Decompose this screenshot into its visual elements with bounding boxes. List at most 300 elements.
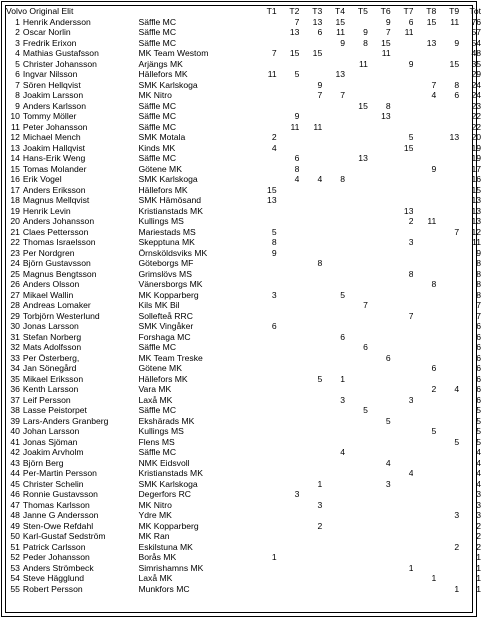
- total-points-cell: 6: [476, 394, 481, 405]
- round-4-points-cell: [322, 510, 345, 521]
- table-row: [6, 426, 481, 437]
- round-5-points-cell: [345, 573, 368, 584]
- round-9-points-cell: [436, 479, 459, 490]
- round-3-points-cell: [299, 363, 322, 374]
- round-4-points-cell: 3: [340, 394, 346, 405]
- table-row: [6, 269, 481, 280]
- round-3-points-cell: [299, 437, 322, 448]
- round-4-points-cell: [322, 521, 345, 532]
- round-6-points-cell: 15: [381, 37, 391, 48]
- round-8-points-cell: 1: [431, 573, 437, 583]
- rider-name-cell: Björn Gustavsson: [22, 258, 91, 268]
- round-4-points-cell: [322, 48, 345, 59]
- rider-name-cell: Claes Pettersson: [22, 226, 89, 237]
- round-7-points-cell: [391, 248, 414, 259]
- round-2-points-cell: 4: [294, 174, 300, 184]
- round-6-points-cell: [368, 80, 391, 91]
- round-7-points-cell: [391, 384, 414, 395]
- round-2-points-cell: [277, 216, 300, 227]
- table-row: [6, 363, 481, 374]
- round-1-points-cell: [254, 59, 277, 70]
- total-points-cell: 6: [476, 321, 481, 331]
- club-cell: Laxå MK: [138, 573, 173, 583]
- round-3-points-cell: [299, 185, 322, 196]
- round-9-points-cell: [436, 185, 459, 196]
- club-cell: SMK Karlskoga: [138, 79, 198, 90]
- round-4-points-cell: [322, 143, 345, 154]
- round-9-points-cell: [436, 48, 459, 59]
- rider-name-cell: Joakim Hallqvist: [22, 142, 86, 153]
- round-8-points-cell: 2: [431, 384, 437, 394]
- total-points-cell: 13: [471, 216, 481, 226]
- round-8-points-cell: [413, 531, 436, 542]
- round-5-points-cell: [345, 164, 368, 175]
- round-9-points-cell: [436, 216, 459, 227]
- round-6-points-cell: [368, 531, 391, 542]
- standings-body: [6, 17, 481, 595]
- round-9-points-cell: 6: [454, 90, 460, 100]
- round-7-points-cell: [391, 479, 414, 490]
- round-8-points-cell: [413, 269, 436, 280]
- round-3-points-cell: [299, 195, 322, 206]
- round-9-points-cell: [436, 174, 459, 185]
- round-7-points-cell: [391, 332, 414, 343]
- round-2-points-cell: [277, 38, 300, 49]
- club-cell: Kullings MS: [138, 426, 184, 436]
- round-3-points-cell: 11: [313, 121, 323, 132]
- round-9-points-cell: 15: [449, 58, 460, 69]
- standings-table: [6, 6, 481, 594]
- round-1-points-cell: [254, 174, 277, 185]
- round-8-points-cell: 9: [431, 163, 437, 174]
- round-4-points-cell: [322, 531, 345, 542]
- round-3-points-cell: [299, 300, 322, 311]
- round-3-points-cell: 3: [317, 499, 323, 510]
- round-3-points-cell: [299, 237, 322, 248]
- round-7-points-cell: [391, 80, 414, 91]
- round-7-points-cell: [391, 122, 414, 133]
- round-7-points-cell: [391, 90, 414, 101]
- total-points-cell: 8: [476, 289, 481, 300]
- round-5-points-cell: [345, 80, 368, 91]
- round-6-points-cell: [368, 395, 391, 406]
- round-7-points-cell: 13: [403, 205, 414, 216]
- rider-name-cell: Anders Strömbeck: [22, 562, 94, 573]
- club-cell: Kullings MS: [138, 216, 184, 226]
- round-3-points-cell: [299, 206, 322, 217]
- round-4-points-cell: [322, 195, 345, 206]
- round-5-points-cell: [345, 90, 368, 101]
- total-points-cell: 22: [471, 121, 481, 132]
- rider-name-cell: Christer Johansson: [22, 58, 97, 69]
- round-6-points-cell: [368, 384, 391, 395]
- rank-cell: 10: [10, 111, 20, 121]
- round-6-points-cell: 9: [385, 16, 391, 27]
- total-points-cell: 6: [476, 342, 481, 352]
- rider-name-cell: Steve Hägglund: [22, 573, 85, 583]
- round-9-points-cell: [436, 405, 459, 416]
- round-2-points-cell: [277, 573, 300, 584]
- round-1-points-cell: [254, 122, 277, 133]
- total-points-cell: 16: [471, 174, 481, 184]
- round-9-points-cell: [436, 363, 459, 374]
- rank-cell: 25: [10, 268, 20, 279]
- round-4-points-cell: [322, 468, 345, 479]
- round-3-points-cell: [299, 290, 322, 301]
- round-9-points-cell: [436, 531, 459, 542]
- round-5-points-cell: [345, 489, 368, 500]
- rider-name-cell: Jonas Sjöman: [22, 436, 78, 447]
- round-5-points-cell: [345, 458, 368, 469]
- round-2-points-cell: 7: [294, 16, 300, 27]
- rank-cell: 30: [10, 321, 20, 331]
- rider-name-cell: Sören Hellqvist: [22, 79, 81, 90]
- table-row: [6, 101, 481, 112]
- club-cell: Degerfors RC: [138, 489, 192, 499]
- round-4-points-cell: [322, 405, 345, 416]
- round-7-points-cell: [391, 101, 414, 112]
- round-6-points-cell: [368, 237, 391, 248]
- round-4-points-cell: [322, 573, 345, 584]
- round-3-points-cell: [299, 584, 322, 595]
- round-6-points-cell: [368, 542, 391, 553]
- table-row: [6, 17, 481, 28]
- round-3-points-cell: [299, 279, 322, 290]
- round-1-points-cell: [254, 342, 277, 353]
- total-points-cell: 3: [476, 510, 481, 520]
- round-9-points-cell: [436, 447, 459, 458]
- round-1-points-cell: 5: [271, 226, 277, 237]
- rank-cell: 1: [15, 16, 20, 27]
- round-6-points-cell: [368, 468, 391, 479]
- round-2-points-cell: [277, 269, 300, 280]
- club-cell: Säffle MC: [138, 111, 177, 121]
- total-points-cell: 6: [476, 373, 481, 384]
- round-4-points-cell: 6: [340, 331, 346, 342]
- round-6-points-cell: [368, 269, 391, 280]
- round-7-points-cell: [391, 48, 414, 59]
- club-cell: Ydre MK: [138, 510, 172, 520]
- round-7-points-cell: [391, 174, 414, 185]
- round-4-points-cell: [322, 552, 345, 563]
- round-4-points-cell: [322, 59, 345, 70]
- round-1-points-cell: [254, 111, 277, 122]
- total-points-cell: 1: [476, 583, 481, 594]
- rider-name-cell: Peder Johansson: [22, 552, 90, 562]
- round-4-points-cell: [322, 185, 345, 196]
- round-9-points-cell: [436, 374, 459, 385]
- rider-name-cell: Mathias Gustafsson: [22, 48, 99, 58]
- total-points-cell: 6: [476, 331, 481, 342]
- round-2-points-cell: [277, 90, 300, 101]
- round-8-points-cell: 8: [431, 279, 437, 289]
- round-6-points-cell: [368, 59, 391, 70]
- round-9-points-cell: [436, 552, 459, 563]
- rider-name-cell: Ronnie Gustavsson: [22, 489, 98, 499]
- round-9-points-cell: [436, 489, 459, 500]
- round-4-points-cell: [322, 216, 345, 227]
- round-1-points-cell: [254, 479, 277, 490]
- total-points-cell: 4: [476, 478, 481, 489]
- round-1-points-cell: 13: [267, 195, 277, 205]
- rank-cell: 11: [11, 121, 20, 132]
- round-6-points-cell: [368, 405, 391, 416]
- round-8-points-cell: [413, 248, 436, 259]
- round-9-points-cell: [436, 101, 459, 112]
- table-row: [6, 447, 481, 458]
- round-5-points-cell: 7: [363, 300, 368, 310]
- rider-name-cell: Stefan Norberg: [22, 331, 82, 342]
- club-cell: Örnsköldsviks MK: [138, 247, 208, 258]
- round-7-points-cell: [391, 227, 414, 238]
- table-row: [6, 479, 481, 490]
- round-4-points-cell: [322, 384, 345, 395]
- table-row: [6, 206, 481, 217]
- round-9-points-cell: [436, 342, 459, 353]
- round-6-points-cell: [368, 206, 391, 217]
- table-row: [6, 521, 481, 532]
- round-3-points-cell: [299, 227, 322, 238]
- rider-name-cell: Jan Sönegård: [22, 363, 77, 373]
- round-5-points-cell: 11: [358, 58, 368, 69]
- round-4-points-cell: [322, 300, 345, 311]
- club-cell: Säffle MC: [138, 16, 177, 27]
- round-6-points-cell: [368, 227, 391, 238]
- table-row: [6, 164, 481, 175]
- round-3-points-cell: [299, 447, 322, 458]
- round-5-points-cell: [345, 216, 368, 227]
- round-1-points-cell: [254, 17, 277, 28]
- club-cell: MK Nitro: [138, 499, 172, 510]
- round-8-points-cell: 7: [431, 79, 437, 90]
- round-6-points-cell: [368, 300, 391, 311]
- round-5-points-cell: [345, 584, 368, 595]
- round-2-points-cell: [277, 237, 300, 248]
- round-7-points-cell: [391, 258, 414, 269]
- round-6-points-cell: [368, 500, 391, 511]
- round-5-points-cell: [345, 332, 368, 343]
- round-2-points-cell: 5: [294, 69, 300, 79]
- round-7-points-cell: [391, 416, 414, 427]
- round-7-points-cell: [391, 321, 414, 332]
- rider-name-cell: Anders Eriksson: [22, 184, 86, 195]
- total-points-cell: 5: [476, 405, 481, 415]
- total-points-cell: 6: [476, 352, 481, 363]
- rider-name-cell: Anders Karlsson: [22, 100, 86, 111]
- round-7-points-cell: [391, 342, 414, 353]
- club-cell: Säffle MC: [138, 447, 177, 457]
- round-1-points-cell: [254, 521, 277, 532]
- round-4-points-cell: [322, 153, 345, 164]
- round-9-points-cell: [436, 563, 459, 574]
- total-points-cell: 12: [471, 226, 481, 237]
- round-1-points-cell: [254, 27, 277, 38]
- round-5-points-cell: [345, 122, 368, 133]
- round-6-points-cell: [368, 321, 391, 332]
- round-6-points-cell: [368, 90, 391, 101]
- round-1-points-cell: [254, 531, 277, 542]
- round-1-points-cell: [254, 542, 277, 553]
- rank-cell: 39: [10, 415, 20, 426]
- total-points-cell: 19: [471, 142, 481, 153]
- round-4-points-cell: 8: [340, 174, 346, 184]
- round-5-points-cell: [345, 132, 368, 143]
- rank-cell: 45: [10, 478, 20, 489]
- round-6-points-cell: 8: [385, 100, 391, 111]
- round-7-points-cell: [391, 500, 414, 511]
- rank-cell: 54: [10, 573, 20, 583]
- club-cell: Kinds MK: [138, 142, 176, 153]
- round-1-points-cell: [254, 458, 277, 469]
- total-points-cell: 1: [476, 552, 481, 562]
- round-4-points-cell: [322, 363, 345, 374]
- rank-cell: 41: [10, 436, 20, 447]
- round-4-points-cell: [322, 479, 345, 490]
- round-3-points-cell: [299, 69, 322, 80]
- round-6-points-cell: [368, 185, 391, 196]
- round-8-points-cell: [413, 500, 436, 511]
- round-8-points-cell: [413, 521, 436, 532]
- table-row: [6, 69, 481, 80]
- rider-name-cell: Erik Vogel: [22, 174, 62, 184]
- total-points-cell: 4: [476, 468, 481, 478]
- round-6-points-cell: [368, 437, 391, 448]
- total-points-cell: 57: [471, 27, 481, 37]
- round-8-points-cell: [413, 132, 436, 143]
- total-points-cell: 5: [476, 436, 481, 447]
- round-7-points-cell: [391, 458, 414, 469]
- round-9-points-cell: [436, 153, 459, 164]
- round-7-points-cell: 1: [408, 562, 414, 573]
- round-8-points-cell: [413, 237, 436, 248]
- rank-cell: 5: [15, 58, 20, 69]
- round-3-points-cell: 5: [317, 373, 323, 384]
- rank-cell: 38: [10, 405, 20, 415]
- round-1-points-cell: [254, 90, 277, 101]
- total-points-cell: 13: [471, 205, 481, 216]
- round-9-points-cell: [436, 164, 459, 175]
- table-row: [6, 405, 481, 416]
- round-6-points-cell: [368, 363, 391, 374]
- club-cell: MK Kopparberg: [138, 520, 199, 531]
- round-5-points-cell: [345, 206, 368, 217]
- round-5-points-cell: [345, 510, 368, 521]
- round-8-points-cell: [413, 48, 436, 59]
- round-6-points-cell: [368, 258, 391, 269]
- round-9-points-cell: 4: [454, 384, 460, 394]
- round-1-points-cell: [254, 206, 277, 217]
- round-8-points-cell: [413, 405, 436, 416]
- club-cell: MK Team Treske: [138, 352, 203, 363]
- club-cell: Hällefors MK: [138, 373, 188, 384]
- round-4-points-cell: [322, 206, 345, 217]
- rider-name-cell: Lars-Anders Granberg: [22, 415, 109, 426]
- round-8-points-cell: [413, 468, 436, 479]
- header-row: [6, 6, 481, 17]
- round-6-points-cell: 4: [385, 457, 391, 468]
- rank-cell: 8: [15, 90, 20, 100]
- total-points-cell: 8: [476, 279, 481, 289]
- round-5-points-cell: [345, 531, 368, 542]
- round-3-points-cell: [299, 426, 322, 437]
- club-cell: Säffle MC: [138, 27, 177, 37]
- round-5-points-cell: [345, 185, 368, 196]
- round-5-points-cell: [345, 69, 368, 80]
- round-4-points-cell: [322, 342, 345, 353]
- round-2-points-cell: [277, 405, 300, 416]
- rider-name-cell: Robert Persson: [22, 583, 83, 594]
- table-row: [6, 321, 481, 332]
- round-9-points-cell: 5: [454, 436, 460, 447]
- total-points-cell: 2: [476, 520, 481, 531]
- rider-name-cell: Torbjörn Westerlund: [22, 310, 100, 321]
- round-8-points-cell: [413, 300, 436, 311]
- club-cell: Munkfors MC: [138, 583, 190, 594]
- round-3-points-cell: [299, 216, 322, 227]
- club-cell: Götene MK: [138, 163, 182, 174]
- rider-name-cell: Hans-Erik Weng: [22, 153, 86, 163]
- round-9-points-cell: [436, 500, 459, 511]
- round-3-points-cell: [299, 332, 322, 343]
- round-2-points-cell: [277, 395, 300, 406]
- table-row: [6, 153, 481, 164]
- round-9-points-cell: [436, 458, 459, 469]
- total-points-cell: 22: [471, 111, 481, 121]
- round-4-points-cell: [322, 237, 345, 248]
- table-row: [6, 132, 481, 143]
- round-3-points-cell: [299, 552, 322, 563]
- round-4-points-cell: 7: [340, 90, 346, 100]
- club-cell: Säffle MC: [138, 153, 177, 163]
- round-1-points-cell: [254, 353, 277, 364]
- round-2-points-cell: [277, 143, 300, 154]
- round-9-points-cell: [436, 300, 459, 311]
- round-4-points-cell: [322, 458, 345, 469]
- round-8-points-cell: [413, 437, 436, 448]
- round-1-points-cell: 1: [271, 552, 277, 562]
- round-1-points-cell: 15: [267, 184, 277, 195]
- table-row: [6, 48, 481, 59]
- round-8-points-cell: [413, 153, 436, 164]
- round-2-points-cell: [277, 80, 300, 91]
- round-2-points-cell: 15: [289, 48, 300, 58]
- round-3-points-cell: [299, 269, 322, 280]
- round-2-points-cell: [277, 227, 300, 238]
- round-7-points-cell: [391, 426, 414, 437]
- round-3-points-cell: [299, 353, 322, 364]
- round-6-points-cell: [368, 374, 391, 385]
- round-1-points-cell: [254, 395, 277, 406]
- round-3-points-cell: [299, 458, 322, 469]
- table-row: [6, 416, 481, 427]
- round-7-points-cell: [391, 153, 414, 164]
- round-4-points-cell: 4: [340, 447, 346, 457]
- round-8-points-cell: [413, 395, 436, 406]
- round-7-points-cell: [391, 164, 414, 175]
- round-3-points-cell: [299, 405, 322, 416]
- rider-name-cell: Michael Mench: [22, 132, 81, 142]
- rider-name-cell: Tommy Möller: [22, 111, 77, 121]
- total-points-cell: 48: [471, 48, 481, 58]
- total-points-cell: 3: [476, 489, 481, 499]
- table-row: [6, 237, 481, 248]
- round-2-points-cell: [277, 206, 300, 217]
- round-7-points-cell: 7: [408, 310, 414, 321]
- rider-name-cell: Anders Johansson: [22, 216, 95, 226]
- total-points-cell: 35: [471, 58, 481, 69]
- table-row: [6, 500, 481, 511]
- total-points-cell: 9: [476, 247, 481, 258]
